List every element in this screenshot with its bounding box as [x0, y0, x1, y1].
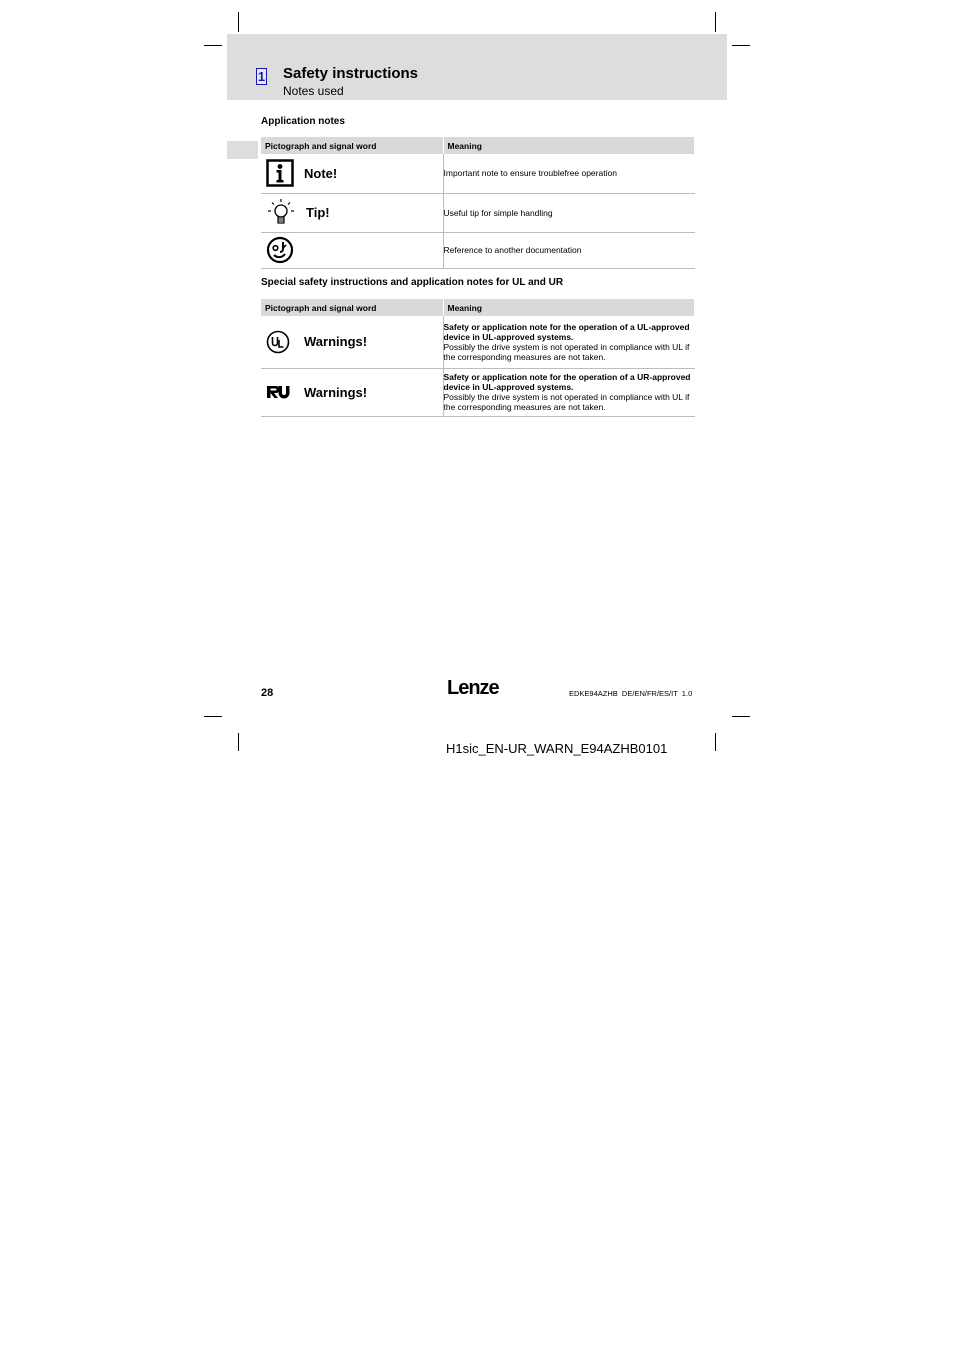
crop-mark	[204, 716, 222, 717]
signal-word: Note!	[304, 165, 338, 181]
chapter-subtitle: Notes used	[283, 84, 344, 98]
crop-mark	[732, 45, 750, 46]
pictograph-cell	[261, 232, 443, 268]
column-header-pictograph: Pictograph and signal word	[261, 299, 443, 316]
ul-ur-notes-heading: Special safety instructions and application notes for UL and UR	[261, 277, 564, 288]
chapter-number: 1	[257, 69, 266, 84]
table-row	[261, 154, 695, 193]
crop-mark	[238, 733, 239, 751]
crop-mark	[732, 716, 750, 717]
meaning-cell	[443, 316, 695, 368]
meaning-text: Possibly the drive system is not operated in compliance with UL if the corresponding measures are not taken.	[443, 341, 690, 362]
signal-word: Warnings!	[304, 334, 368, 350]
chapter-title: Safety instructions	[283, 65, 419, 82]
pictograph-cell	[261, 193, 443, 232]
lightbulb-icon	[266, 198, 296, 228]
side-tab	[227, 141, 258, 159]
meaning-cell: Reference to another documentation	[443, 232, 695, 268]
table-row	[261, 368, 695, 416]
crop-mark	[238, 12, 239, 32]
table-row	[261, 193, 695, 232]
pictograph-cell	[261, 368, 443, 416]
application-notes-heading: Application notes	[261, 116, 345, 127]
table-row	[261, 232, 695, 268]
page-number: 28	[261, 687, 274, 699]
ur-mark-icon	[266, 384, 290, 400]
meaning-bold-text: Safety or application note for the operation of a UR-approved device in UL-approved systems.	[443, 372, 691, 392]
ul-mark-icon	[266, 330, 290, 354]
reference-icon	[266, 236, 294, 264]
meaning-cell: Important note to ensure troublefree operation	[443, 154, 695, 193]
ul-ur-notes-table	[261, 299, 695, 417]
meaning-cell	[443, 368, 695, 416]
meaning-bold-text: Safety or application note for the operation of a UL-approved device in UL-approved systems.	[443, 321, 690, 342]
column-header-meaning: Meaning	[443, 137, 695, 154]
column-header-meaning: Meaning	[443, 299, 695, 316]
lenze-logo: Lenze	[447, 677, 499, 699]
meaning-cell: Useful tip for simple handling	[443, 193, 695, 232]
document-id: EDKE94AZHB DE/EN/FR/ES/IT 1.0	[569, 689, 693, 698]
signal-word: Warnings!	[304, 384, 368, 400]
application-notes-table	[261, 137, 695, 269]
signal-word: Tip!	[306, 205, 330, 220]
crop-mark	[715, 733, 716, 751]
crop-mark	[715, 12, 716, 32]
crop-mark	[204, 45, 222, 46]
column-header-pictograph: Pictograph and signal word	[261, 137, 443, 154]
pictograph-cell	[261, 316, 443, 368]
info-icon	[266, 159, 294, 187]
meaning-text: Possibly the drive system is not operated in compliance with UL if the corresponding measures are not taken.	[443, 392, 690, 412]
pictograph-cell	[261, 154, 443, 193]
table-row	[261, 316, 695, 368]
file-id: H1sic_EN-UR_WARN_E94AZHB0101	[446, 741, 668, 756]
